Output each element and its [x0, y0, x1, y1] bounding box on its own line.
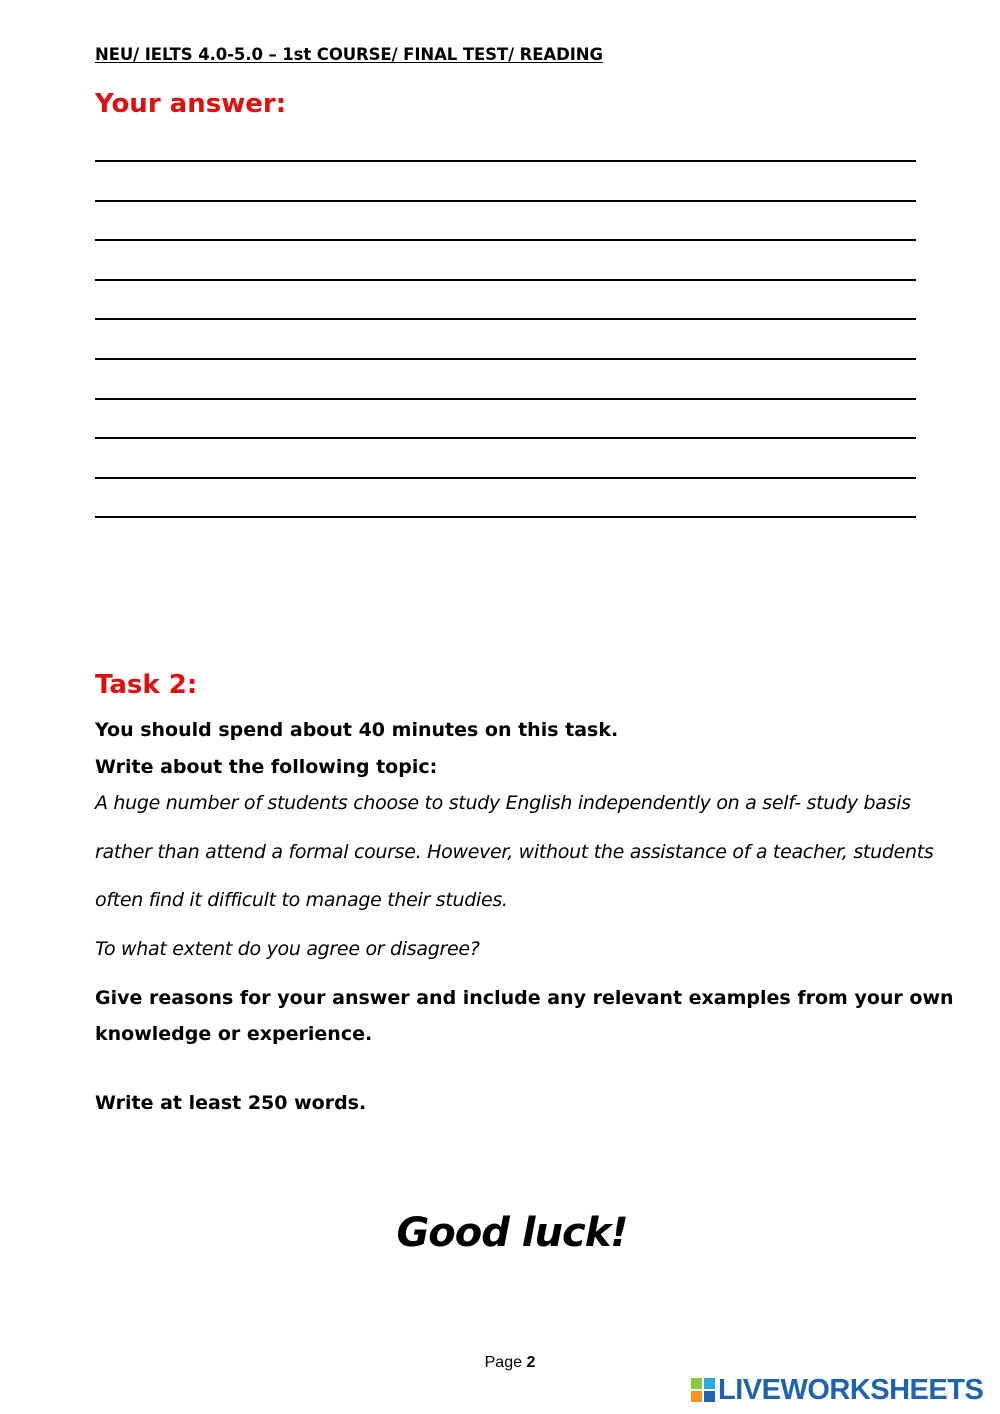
good-luck-text: Good luck!: [396, 1210, 628, 1256]
prompt-line-3: often find it difficult to manage their studies.: [95, 889, 508, 911]
word-limit: Write at least 250 words.: [95, 1092, 367, 1114]
prompt-line-2: rather than attend a formal course. However, without the assistance of a teacher, students: [95, 841, 934, 863]
answer-line[interactable]: [95, 279, 916, 281]
answer-line[interactable]: [95, 398, 916, 400]
time-instruction: You should spend about 40 minutes on this task.: [95, 719, 619, 741]
answer-line[interactable]: [95, 358, 916, 360]
task-2-heading: Task 2:: [95, 670, 198, 700]
answer-line[interactable]: [95, 437, 916, 439]
page-footer: [0, 1354, 1000, 1372]
answer-lines: [95, 160, 916, 556]
page-number: 2: [526, 1354, 536, 1371]
document-header: NEU/ IELTS 4.0-5.0 – 1st COURSE/ FINAL TEST/ READING: [95, 45, 603, 64]
reasons-line-2: knowledge or experience.: [95, 1023, 373, 1045]
liveworksheets-logo-icon: [690, 1377, 716, 1403]
answer-line[interactable]: [95, 516, 916, 518]
answer-line[interactable]: [95, 160, 916, 162]
answer-line[interactable]: [95, 318, 916, 320]
prompt-line-1: A huge number of students choose to study English independently on a self- study basis: [95, 792, 911, 814]
page-label: Page: [484, 1354, 522, 1371]
reasons-line-1: Give reasons for your answer and include any relevant examples from your own: [95, 987, 954, 1009]
prompt-question: To what extent do you agree or disagree?: [95, 938, 480, 960]
liveworksheets-watermark[interactable]: [690, 1374, 983, 1406]
answer-line[interactable]: [95, 477, 916, 479]
answer-line[interactable]: [95, 239, 916, 241]
watermark-text: LIVEWORKSHEETS: [718, 1373, 984, 1406]
answer-heading: Your answer:: [95, 89, 287, 119]
answer-line[interactable]: [95, 200, 916, 202]
topic-intro: Write about the following topic:: [95, 756, 438, 778]
